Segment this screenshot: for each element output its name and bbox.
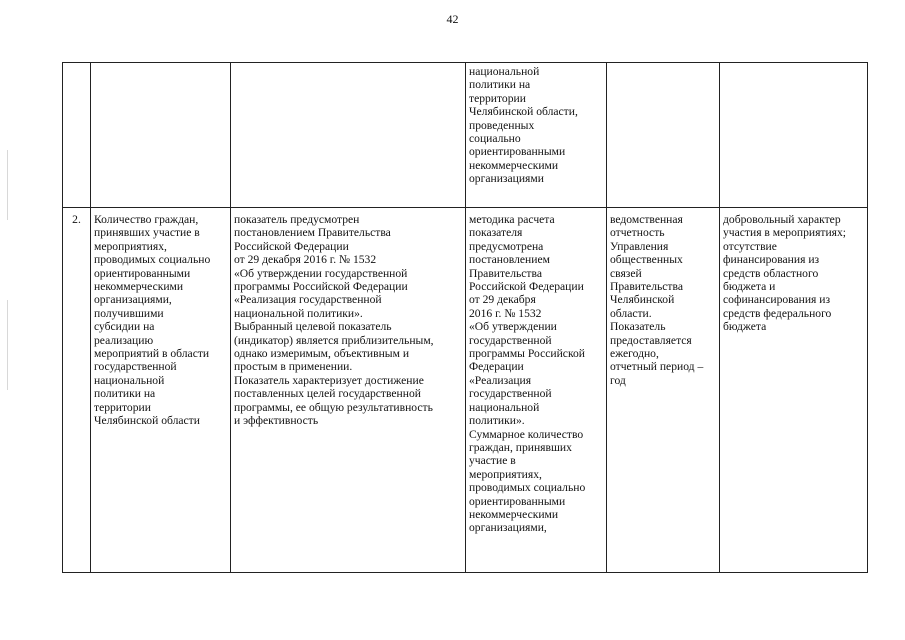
cell-source — [607, 63, 720, 208]
table-row-2 — [63, 208, 868, 573]
cell-indicator — [91, 63, 231, 208]
indicators-table — [62, 62, 868, 573]
cell-source: ведомственная отчетность Управления общественных связей Правительства Челябинской области. Показатель предоставляется ежегодно, отчетный период – год — [607, 208, 720, 573]
cell-method: национальной политики на территории Челябинской области, проведенных социально ориентированными некоммерческими организациями — [466, 63, 607, 208]
cell-number — [63, 63, 91, 208]
cell-factors: добровольный характер участия в мероприятиях; отсутствие финансирования из средств областного бюджета и софинансирования из средств федерального бюджета — [720, 208, 868, 573]
cell-number: 2. — [63, 208, 91, 573]
page-number: 42 — [446, 12, 459, 26]
table-row-continuation — [63, 63, 868, 208]
cell-method: методика расчета показателя предусмотрена постановлением Правительства Российской Федерации от 29 декабря 2016 г. № 1532 «Об утверждении государственной программы Российской Федерации «Реализация государственной национальной политики». Суммарное количество граждан, принявших участие в мероприятиях, проводимых социально ориентированными некоммерческими организациями, — [466, 208, 607, 573]
cell-factors — [720, 63, 868, 208]
scan-edge-mark — [7, 150, 8, 220]
cell-legal-basis — [231, 63, 466, 208]
cell-legal-basis: показатель предусмотрен постановлением Правительства Российской Федерации от 29 декабря 2016 г. № 1532 «Об утверждении государственной программы Российской Федерации «Реализация государственной национальной политики». Выбранный целевой показатель (индикатор) является приблизительным, однако измеримым, объективным и простым в применении. Показатель характеризует достижение поставленных целей государственной программы, ее общую результативность и эффективность — [231, 208, 466, 573]
cell-indicator: Количество граждан, принявших участие в мероприятиях, проводимых социально ориентированными некоммерческими организациями, получившими субсидии на реализацию мероприятий в области государственной национальной политики на территории Челябинской области — [91, 208, 231, 573]
scan-edge-mark — [7, 300, 8, 390]
